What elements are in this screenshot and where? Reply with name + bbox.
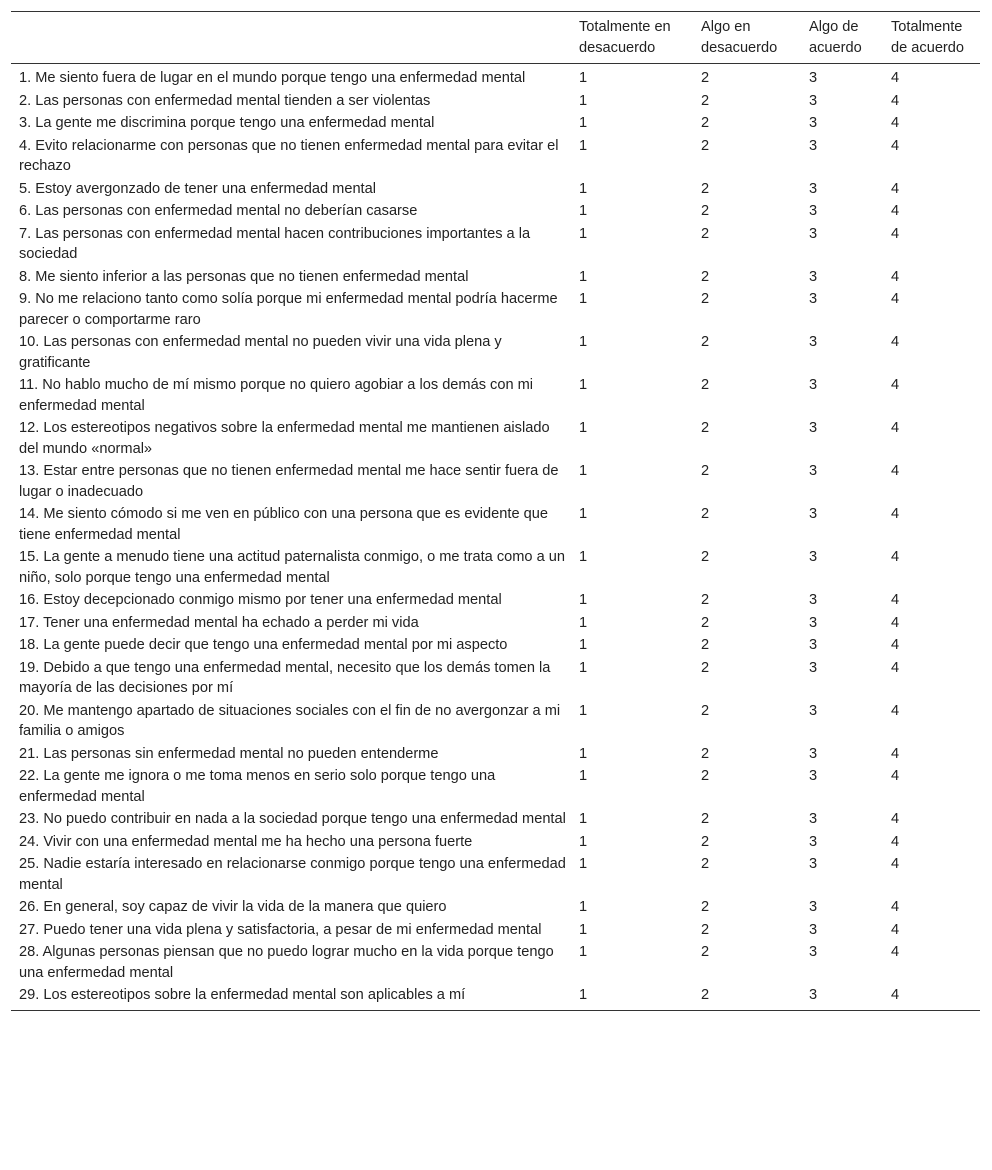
option-1: 1 bbox=[579, 899, 588, 915]
option-2: 2 bbox=[701, 833, 710, 850]
table-row bbox=[11, 90, 980, 113]
option-4: 4 bbox=[891, 180, 900, 197]
item-text: 8. Me siento inferior a las personas que no tienen enfermedad mental bbox=[19, 268, 469, 285]
option-2: 2 bbox=[701, 856, 710, 872]
item-text: 25. Nadie estaría interesado en relacionarse conmigo porque tengo una enfermedad mental bbox=[19, 856, 566, 893]
option-4: 4 bbox=[891, 506, 900, 522]
questionnaire-table-container bbox=[11, 11, 980, 1011]
table-row bbox=[11, 460, 980, 503]
option-3: 3 bbox=[809, 856, 818, 872]
option-3: 3 bbox=[809, 137, 818, 154]
item-text: 23. No puedo contribuir en nada a la sociedad porque tengo una enfermedad mental bbox=[19, 811, 566, 827]
item-text: 17. Tener una enfermedad mental ha echado a perder mi vida bbox=[19, 614, 419, 631]
option-1: 1 bbox=[579, 180, 588, 197]
option-4: 4 bbox=[891, 420, 900, 436]
option-2: 2 bbox=[701, 768, 710, 784]
option-4: 4 bbox=[891, 614, 900, 631]
item-text: 20. Me mantengo apartado de situaciones sociales con el fin de no avergonzar a mi familia o amigos bbox=[19, 702, 561, 739]
option-4: 4 bbox=[891, 745, 900, 762]
item-text: 21. Las personas sin enfermedad mental no pueden entenderme bbox=[19, 745, 439, 762]
option-3: 3 bbox=[809, 987, 818, 1003]
item-text: 9. No me relaciono tanto como solía porque mi enfermedad mental podría hacerme parecer o comportarme raro bbox=[19, 291, 558, 328]
item-text: 22. La gente me ignora o me toma menos en serio solo porque tengo una enfermedad mental bbox=[19, 768, 496, 805]
option-1: 1 bbox=[579, 506, 588, 522]
item-text: 16. Estoy decepcionado conmigo mismo por tener una enfermedad mental bbox=[19, 592, 502, 608]
table-row bbox=[11, 765, 980, 808]
option-3: 3 bbox=[809, 420, 818, 436]
option-3: 3 bbox=[809, 702, 818, 719]
option-1: 1 bbox=[579, 203, 588, 219]
item-text: 7. Las personas con enfermedad mental hacen contribuciones importantes a la sociedad bbox=[19, 225, 531, 262]
option-2: 2 bbox=[701, 463, 710, 479]
table-row bbox=[11, 612, 980, 635]
item-text: 28. Algunas personas piensan que no puedo lograr mucho en la vida porque tengo una enfermedad mental bbox=[19, 944, 554, 981]
table-row bbox=[11, 743, 980, 766]
item-text: 24. Vivir con una enfermedad mental me ha hecho una persona fuerte bbox=[19, 833, 473, 850]
table-row bbox=[11, 64, 980, 90]
header-algo-en-desacuerdo: Algo en desacuerdo bbox=[701, 19, 778, 56]
option-2: 2 bbox=[701, 377, 710, 393]
option-2: 2 bbox=[701, 420, 710, 436]
table-row bbox=[11, 546, 980, 589]
option-2: 2 bbox=[701, 899, 710, 915]
option-3: 3 bbox=[809, 899, 818, 915]
option-1: 1 bbox=[579, 856, 588, 872]
table-row bbox=[11, 200, 980, 223]
item-text: 29. Los estereotipos sobre la enfermedad mental son aplicables a mí bbox=[19, 987, 466, 1003]
item-text: 19. Debido a que tengo una enfermedad mental, necesito que los demás tomen la mayoría de las decisiones por mí bbox=[19, 659, 551, 696]
item-text: 27. Puedo tener una vida plena y satisfactoria, a pesar de mi enfermedad mental bbox=[19, 921, 542, 938]
option-4: 4 bbox=[891, 225, 900, 242]
option-4: 4 bbox=[891, 377, 900, 393]
table-row bbox=[11, 853, 980, 896]
option-3: 3 bbox=[809, 334, 818, 350]
table-row bbox=[11, 634, 980, 657]
table-row bbox=[11, 223, 980, 266]
option-4: 4 bbox=[891, 702, 900, 719]
option-1: 1 bbox=[579, 592, 588, 608]
questionnaire-table bbox=[11, 11, 980, 1011]
option-1: 1 bbox=[579, 291, 588, 307]
option-1: 1 bbox=[579, 334, 588, 350]
table-row bbox=[11, 288, 980, 331]
option-3: 3 bbox=[809, 203, 818, 219]
option-1: 1 bbox=[579, 659, 588, 676]
table-row bbox=[11, 831, 980, 854]
option-4: 4 bbox=[891, 463, 900, 479]
option-4: 4 bbox=[891, 856, 900, 872]
option-3: 3 bbox=[809, 549, 818, 565]
item-text: 5. Estoy avergonzado de tener una enfermedad mental bbox=[19, 180, 376, 197]
item-text: 10. Las personas con enfermedad mental no pueden vivir una vida plena y gratificante bbox=[19, 334, 502, 371]
option-3: 3 bbox=[809, 180, 818, 197]
option-2: 2 bbox=[701, 180, 710, 197]
table-row bbox=[11, 941, 980, 984]
option-2: 2 bbox=[701, 334, 710, 350]
option-3: 3 bbox=[809, 291, 818, 307]
option-2: 2 bbox=[701, 702, 710, 719]
option-1: 1 bbox=[579, 115, 588, 131]
option-3: 3 bbox=[809, 592, 818, 608]
option-3: 3 bbox=[809, 921, 818, 938]
option-3: 3 bbox=[809, 70, 818, 86]
option-3: 3 bbox=[809, 463, 818, 479]
table-row bbox=[11, 331, 980, 374]
header-item bbox=[11, 12, 571, 64]
option-4: 4 bbox=[891, 921, 900, 938]
table-row bbox=[11, 808, 980, 831]
option-2: 2 bbox=[701, 225, 710, 242]
option-2: 2 bbox=[701, 987, 710, 1003]
table-row bbox=[11, 374, 980, 417]
item-text: 18. La gente puede decir que tengo una enfermedad mental por mi aspecto bbox=[19, 637, 508, 653]
item-text: 1. Me siento fuera de lugar en el mundo porque tengo una enfermedad mental bbox=[19, 70, 526, 86]
option-4: 4 bbox=[891, 944, 900, 960]
table-row bbox=[11, 112, 980, 135]
option-1: 1 bbox=[579, 944, 588, 960]
table-row bbox=[11, 589, 980, 612]
option-2: 2 bbox=[701, 268, 710, 285]
option-1: 1 bbox=[579, 921, 588, 938]
option-3: 3 bbox=[809, 225, 818, 242]
option-3: 3 bbox=[809, 745, 818, 762]
option-3: 3 bbox=[809, 833, 818, 850]
option-1: 1 bbox=[579, 92, 588, 109]
option-3: 3 bbox=[809, 268, 818, 285]
option-1: 1 bbox=[579, 702, 588, 719]
header-totalmente-en-desacuerdo: Totalmente en desacuerdo bbox=[579, 19, 671, 56]
option-2: 2 bbox=[701, 203, 710, 219]
option-1: 1 bbox=[579, 268, 588, 285]
header-algo-de-acuerdo: Algo de acuerdo bbox=[809, 19, 862, 56]
option-4: 4 bbox=[891, 549, 900, 565]
item-text: 14. Me siento cómodo si me ven en público con una persona que es evidente que tiene enfermedad mental bbox=[19, 506, 548, 543]
option-4: 4 bbox=[891, 592, 900, 608]
option-1: 1 bbox=[579, 833, 588, 850]
option-2: 2 bbox=[701, 745, 710, 762]
table-row bbox=[11, 266, 980, 289]
option-3: 3 bbox=[809, 614, 818, 631]
option-4: 4 bbox=[891, 291, 900, 307]
item-text: 3. La gente me discrimina porque tengo una enfermedad mental bbox=[19, 115, 435, 131]
option-4: 4 bbox=[891, 115, 900, 131]
option-3: 3 bbox=[809, 637, 818, 653]
table-header-row bbox=[11, 12, 980, 64]
item-text: 4. Evito relacionarme con personas que no tienen enfermedad mental para evitar el rechazo bbox=[19, 137, 559, 174]
option-4: 4 bbox=[891, 334, 900, 350]
item-text: 15. La gente a menudo tiene una actitud paternalista conmigo, o me trata como a un niño, solo porque tengo una enfermedad mental bbox=[19, 549, 565, 586]
option-4: 4 bbox=[891, 268, 900, 285]
option-4: 4 bbox=[891, 768, 900, 784]
option-2: 2 bbox=[701, 659, 710, 676]
option-4: 4 bbox=[891, 811, 900, 827]
table-row bbox=[11, 135, 980, 178]
option-1: 1 bbox=[579, 811, 588, 827]
option-3: 3 bbox=[809, 811, 818, 827]
table-row bbox=[11, 896, 980, 919]
option-2: 2 bbox=[701, 637, 710, 653]
option-1: 1 bbox=[579, 549, 588, 565]
option-3: 3 bbox=[809, 115, 818, 131]
option-1: 1 bbox=[579, 463, 588, 479]
option-2: 2 bbox=[701, 921, 710, 938]
table-row bbox=[11, 503, 980, 546]
item-text: 6. Las personas con enfermedad mental no deberían casarse bbox=[19, 203, 418, 219]
option-2: 2 bbox=[701, 92, 710, 109]
option-1: 1 bbox=[579, 70, 588, 86]
table-row bbox=[11, 657, 980, 700]
option-4: 4 bbox=[891, 659, 900, 676]
option-1: 1 bbox=[579, 637, 588, 653]
option-1: 1 bbox=[579, 377, 588, 393]
option-3: 3 bbox=[809, 92, 818, 109]
option-2: 2 bbox=[701, 115, 710, 131]
option-3: 3 bbox=[809, 944, 818, 960]
option-2: 2 bbox=[701, 592, 710, 608]
option-3: 3 bbox=[809, 659, 818, 676]
option-2: 2 bbox=[701, 549, 710, 565]
table-row bbox=[11, 700, 980, 743]
option-4: 4 bbox=[891, 899, 900, 915]
table-row bbox=[11, 919, 980, 942]
option-2: 2 bbox=[701, 70, 710, 86]
header-totalmente-de-acuerdo: Totalmente de acuerdo bbox=[891, 19, 965, 56]
option-4: 4 bbox=[891, 833, 900, 850]
item-text: 12. Los estereotipos negativos sobre la enfermedad mental me mantienen aislado del mundo «normal» bbox=[19, 420, 550, 457]
option-2: 2 bbox=[701, 614, 710, 631]
option-4: 4 bbox=[891, 203, 900, 219]
item-text: 26. En general, soy capaz de vivir la vida de la manera que quiero bbox=[19, 899, 447, 915]
option-4: 4 bbox=[891, 137, 900, 154]
option-2: 2 bbox=[701, 506, 710, 522]
option-2: 2 bbox=[701, 291, 710, 307]
option-2: 2 bbox=[701, 944, 710, 960]
option-1: 1 bbox=[579, 768, 588, 784]
option-4: 4 bbox=[891, 92, 900, 109]
item-text: 11. No hablo mucho de mí mismo porque no quiero agobiar a los demás con mi enfermedad mental bbox=[19, 377, 534, 414]
table-row bbox=[11, 178, 980, 201]
option-3: 3 bbox=[809, 768, 818, 784]
item-text: 2. Las personas con enfermedad mental tienden a ser violentas bbox=[19, 92, 431, 109]
item-text: 13. Estar entre personas que no tienen enfermedad mental me hace sentir fuera de lugar o inadecuado bbox=[19, 463, 559, 500]
table-row bbox=[11, 417, 980, 460]
option-2: 2 bbox=[701, 137, 710, 154]
option-1: 1 bbox=[579, 137, 588, 154]
option-4: 4 bbox=[891, 70, 900, 86]
option-1: 1 bbox=[579, 614, 588, 631]
option-3: 3 bbox=[809, 377, 818, 393]
option-4: 4 bbox=[891, 637, 900, 653]
option-1: 1 bbox=[579, 987, 588, 1003]
option-1: 1 bbox=[579, 420, 588, 436]
option-2: 2 bbox=[701, 811, 710, 827]
option-3: 3 bbox=[809, 506, 818, 522]
table-body bbox=[11, 64, 980, 1011]
option-1: 1 bbox=[579, 225, 588, 242]
option-4: 4 bbox=[891, 987, 900, 1003]
table-row bbox=[11, 984, 980, 1010]
option-1: 1 bbox=[579, 745, 588, 762]
